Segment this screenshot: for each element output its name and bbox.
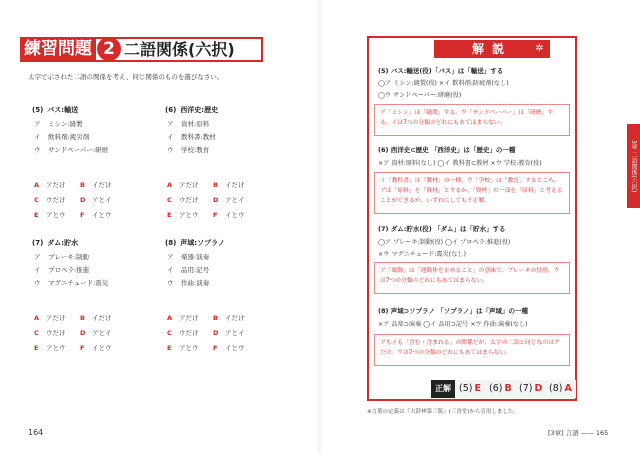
option-row <box>34 252 89 261</box>
answer-choice <box>213 202 245 221</box>
answer-letter: D <box>534 383 543 394</box>
option-text: プロペラ:推進 <box>48 266 90 274</box>
choice-letter: C <box>167 196 172 204</box>
choice-text: アとイ <box>225 329 245 337</box>
choice-text: ウだけ <box>46 196 66 204</box>
option-key: ウ <box>167 146 174 154</box>
choice-text: アとウ <box>179 344 199 352</box>
option-row <box>34 119 83 128</box>
choice-letter: E <box>167 344 172 352</box>
choice-letter: F <box>80 211 85 219</box>
page-number-right: [3章] 言語 —— 165 <box>548 429 609 437</box>
answer-choice <box>80 335 112 354</box>
q6-note: イ「教科書」は「教材」の一種。ウ「学校」は「教育」するところ。アは「原料」を「資材」とするか、「資材」の一部を「原料」と考えることができるが、いずれにしても不正解。 <box>374 172 570 214</box>
option-row <box>167 132 216 141</box>
choice-text: アだけ <box>46 181 66 189</box>
q5-explanation-head: (5) バス:輸送(役)「バス」は「輸送」する <box>378 67 504 75</box>
question-pair: ダム:貯水 <box>47 239 79 247</box>
page-number-left: 164 <box>28 428 44 437</box>
choice-text: イだけ <box>225 181 245 189</box>
option-text: 品用:記号 <box>181 266 210 274</box>
option-key: イ <box>167 133 174 141</box>
choice-letter: C <box>34 329 39 337</box>
answer-question: (6) <box>489 383 503 394</box>
option-row <box>167 145 209 154</box>
page-gutter <box>318 0 324 454</box>
option-row <box>34 278 108 287</box>
q5-note: ア「ミシン」は「縫製」する。ウ「サンドペーパー」は「研磨」する。イは7つの分類のどれにもあてはまらない。 <box>374 104 570 136</box>
option-text: 教科書:教材 <box>181 133 216 141</box>
option-key: ウ <box>34 146 41 154</box>
choice-text: ウだけ <box>179 196 199 204</box>
choice-letter: D <box>213 329 219 337</box>
answer-choice <box>34 335 66 354</box>
kaisetsu-header: 解説 <box>434 40 550 58</box>
answer-choice <box>34 202 66 221</box>
title-label: 練習問題 <box>20 37 96 62</box>
option-row <box>167 278 209 287</box>
q7-line-2: ×ウ マグニチュード:震災(なし) <box>378 251 467 258</box>
q6-line-1: ×ア 資材:原料(なし) ◯イ 教科書⊂教材 ×ウ 学校:教育(役) <box>378 160 542 167</box>
option-text: ブレーキ:制動 <box>48 253 89 261</box>
footnote: ※言葉の定義は『大辞林第三版』(三省堂)から引用しました。 <box>367 409 519 415</box>
choice-letter: A <box>34 314 40 322</box>
answer-item <box>459 380 481 398</box>
option-row <box>167 119 209 128</box>
instruction: 太字で示された二語の関係を考え、同じ関係のものを選びなさい。 <box>28 73 224 81</box>
choice-text: イとウ <box>225 211 245 219</box>
choice-letter: A <box>34 181 40 189</box>
chapter-side-tab: 3章 二語関係(六択) <box>627 124 640 208</box>
choice-letter: D <box>80 196 86 204</box>
option-key: イ <box>34 133 41 141</box>
option-text: 学校:教育 <box>181 146 210 154</box>
q7-explanation-head: (7) ダム:貯水(役) 「ダム」は「貯水」する <box>378 225 506 233</box>
question-head <box>32 105 78 115</box>
choice-letter: B <box>213 181 218 189</box>
question-id: (7) <box>32 239 44 247</box>
choice-text: アとウ <box>46 211 66 219</box>
choice-letter: C <box>167 329 172 337</box>
answer-question: (8) <box>549 383 563 394</box>
answer-choice <box>167 202 199 221</box>
choice-text: アとイ <box>92 329 112 337</box>
choice-letter: E <box>167 211 172 219</box>
choice-letter: B <box>213 314 218 322</box>
question-pair: 西洋史:歴史 <box>180 106 219 114</box>
choice-letter: B <box>80 314 85 322</box>
answer-question: (7) <box>519 383 533 394</box>
choice-letter: D <box>80 329 86 337</box>
choice-text: アだけ <box>179 181 199 189</box>
choice-text: アだけ <box>46 314 66 322</box>
choice-letter: F <box>80 344 85 352</box>
answer-letter: B <box>504 383 512 394</box>
title-text: 二語関係(六択) <box>124 40 235 59</box>
answer-question: (5) <box>459 383 473 394</box>
question-id: (6) <box>165 106 177 114</box>
choice-text: アとイ <box>225 196 245 204</box>
question-head <box>165 105 218 115</box>
option-row <box>167 265 209 274</box>
choice-letter: B <box>80 181 85 189</box>
option-text: マグニチュード:震災 <box>48 279 109 287</box>
choice-letter: E <box>34 344 39 352</box>
q8-note: アもイも「含む・含まれる」の関係だが、太字の二語と同じなのはアだけ。ウは7つの分類のどれにもあてはまらない。 <box>374 334 570 366</box>
option-text: 飲料剤:疲労剤 <box>48 133 90 141</box>
choice-letter: D <box>213 196 219 204</box>
question-pair: バス:輸送 <box>47 106 79 114</box>
answer-letter: A <box>564 383 572 394</box>
decor-flower-icon-right: ✲ <box>532 41 547 56</box>
choice-text: イだけ <box>92 314 112 322</box>
question-pair: 声域:ソプラノ <box>180 239 225 247</box>
title-number: 2 <box>97 37 121 61</box>
choice-letter: A <box>167 314 173 322</box>
q6-explanation-head: (6) 西洋史⊂歴史 「西洋史」は「歴史」の一種 <box>378 146 516 154</box>
choice-letter: C <box>34 196 39 204</box>
choice-text: イだけ <box>225 314 245 322</box>
option-key: ア <box>34 120 41 128</box>
q8-explanation-head: (8) 声域⊃ソプラノ 「ソプラノ」は「声域」の一種 <box>378 307 529 315</box>
q7-line-1: ◯ア ブレーキ:制動(役) ◯イ プロペラ:推進(役) <box>378 239 511 246</box>
option-row <box>34 132 89 141</box>
choice-text: アとウ <box>179 211 199 219</box>
q7-note: ア「制動」は「運動体を止めること」の意味で、ブレーキの役割。ウは7つの分類のどれにもあてはまらない。 <box>374 262 570 294</box>
choice-letter: F <box>213 344 218 352</box>
option-key: ウ <box>34 279 41 287</box>
option-row <box>167 252 209 261</box>
option-text: サンドペーパー:研磨 <box>48 146 109 154</box>
q5-line-2: ◯ウ サンドペーパー:研磨(役) <box>378 92 462 99</box>
option-key: ウ <box>167 279 174 287</box>
choice-text: ウだけ <box>46 329 66 337</box>
choice-letter: A <box>167 181 173 189</box>
choice-letter: E <box>34 211 39 219</box>
q5-line-1: ◯ア ミシン:縫製(役) ×イ 飲料剤:防疲剤(なし) <box>378 80 509 87</box>
choice-text: イとウ <box>225 344 245 352</box>
choice-text: イだけ <box>92 181 112 189</box>
answer-item <box>489 380 512 398</box>
option-key: イ <box>167 266 174 274</box>
answer-choice <box>167 335 199 354</box>
option-row <box>34 265 89 274</box>
answer-item <box>549 380 572 398</box>
answer-label: 正解 <box>431 380 455 398</box>
option-key: ア <box>167 253 174 261</box>
choice-letter: F <box>213 211 218 219</box>
question-head <box>165 238 225 248</box>
choice-text: イとウ <box>92 211 112 219</box>
option-text: 楽器:演奏 <box>181 253 210 261</box>
option-key: イ <box>34 266 41 274</box>
q8-line-1: ×ア 品楽⊃演奏 ◯イ 品用⊃記号 ×ウ 作曲:演奏(なし) <box>378 321 528 328</box>
question-id: (5) <box>32 106 44 114</box>
choice-text: アとイ <box>92 196 112 204</box>
choice-text: アだけ <box>179 314 199 322</box>
option-key: ア <box>34 253 41 261</box>
answer-choice <box>213 335 245 354</box>
answer-choice <box>80 202 112 221</box>
option-text: 作曲:演奏 <box>181 279 210 287</box>
choice-text: ウだけ <box>179 329 199 337</box>
answer-item <box>519 380 542 398</box>
option-text: ミシン:縫製 <box>48 120 83 128</box>
choice-text: イとウ <box>92 344 112 352</box>
option-key: ア <box>167 120 174 128</box>
question-head <box>32 238 78 248</box>
question-id: (8) <box>165 239 177 247</box>
choice-text: アとウ <box>46 344 66 352</box>
answer-letter: E <box>474 383 481 394</box>
option-text: 資材:原料 <box>181 120 210 128</box>
option-row <box>34 145 108 154</box>
